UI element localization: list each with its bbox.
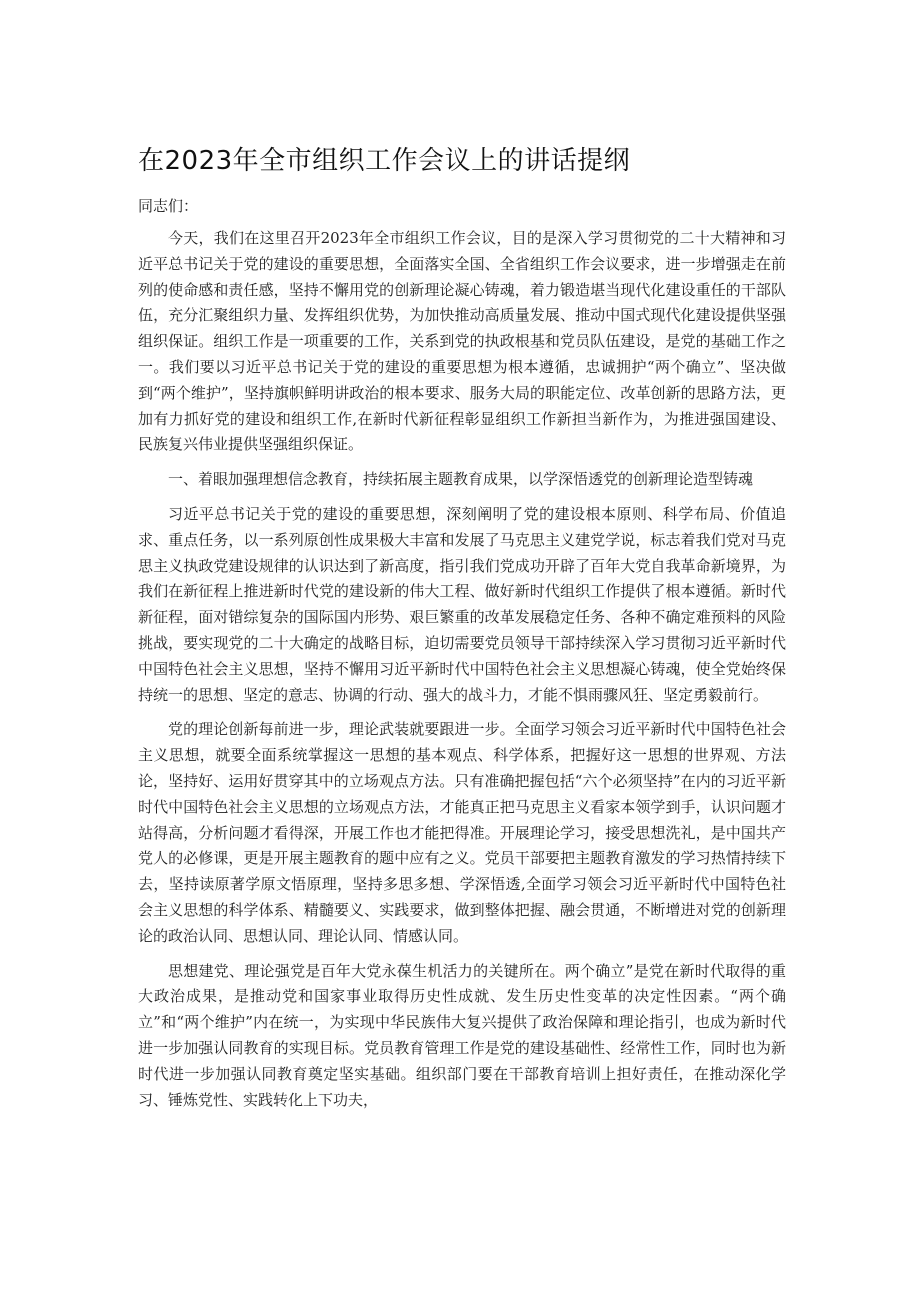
paragraph-theory: 习近平总书记关于党的建设的重要思想，深刻阐明了党的建设根本原则、科学布局、价值追求、重点任务，以一系列原创性成果极大丰富和发展了马克思主义建党学说，标志着我们党对马克思主义执政党建设规律的认识达到了新高度，指引我们党成功开辟了百年大党自我革命新境界，为我们在新征程上推进新时代党的建设新的伟大工程、做好新时代组织工作提供了根本遵循。新时代新征程，面对错综复杂的国际国内形势、艰巨繁重的改革发展稳定任务、各种不确定难预料的风险挑战，要实现党的二十大确定的战略目标，迫切需要党员领导干部持续深入学习贯彻习近平新时代中国特色社会主义思想，坚持不懈用习近平新时代中国特色社会主义思想凝心铸魂，使全党始终保持统一的思想、坚定的意志、协调的行动、强大的战斗力，才能不惧雨骤风狂、坚定勇毅前行。: [138, 504, 786, 704]
salutation: 同志们：: [138, 197, 199, 215]
document-body: [138, 142, 786, 1113]
paragraph-opening: 今天，我们在这里召开2023年全市组织工作会议，目的是深入学习贯彻党的二十大精神和习近平总书记关于党的建设的重要思想，全面落实全国、全省组织工作会议要求，进一步增强走在前列的使命感和责任感，坚持不懈用党的创新理论凝心铸魂，着力锻造堪当现代化建设重任的干部队伍，充分汇聚组织力量、发挥组织优势，为加快推动高质量发展、推动中国式现代化建设提供坚强组织保证。组织工作是一项重要的工作，关系到党的执政根基和党员队伍建设，是党的基础工作之一。我们要以习近平总书记关于党的建设的重要思想为根本遵循，忠诚拥护“两个确立”、坚决做到“两个维护”，坚持旗帜鲜明讲政治的根本要求、服务大局的职能定位、改革创新的思路方法，更加有力抓好党的建设和组织工作,在新时代新征程彰显组织工作新担当新作为，为推进强国建设、民族复兴伟业提供坚强组织保证。: [138, 229, 786, 454]
section-heading-1: 一、着眼加强理想信念教育，持续拓展主题教育成果，以学深悟透党的创新理论造型铸魂: [168, 470, 754, 489]
paragraph-innovation: 党的理论创新每前进一步，理论武装就要跟进一步。全面学习领会习近平新时代中国特色社会主义思想，就要全面系统掌握这一思想的基本观点、科学体系，把握好这一思想的世界观、方法论，坚持好、运用好贯穿其中的立场观点方法。只有准确把握包括“六个必须坚持”在内的习近平新时代中国特色社会主义思想的立场观点方法，才能真正把马克思主义看家本领学到手，认识问题才站得高，分析问题才看得深，开展工作也才能把得准。开展理论学习，接受思想洗礼，是中国共产党人的必修课，更是开展主题教育的题中应有之义。党员干部要把主题教育激发的学习热情持续下去，坚持读原著学原文悟原理，坚持多思多想、学深悟透,全面学习领会习近平新时代中国特色社会主义思想的科学体系、精髓要义、实践要求，做到整体把握、融会贯通，不断增进对党的创新理论的政治认同、思想认同、理论认同、情感认同。: [138, 720, 786, 945]
paragraph-ideology: 思想建党、理论强党是百年大党永葆生机活力的关键所在。两个确立”是党在新时代取得的重大政治成果，是推动党和国家事业取得历史性成就、发生历史性变革的决定性因素。“两个确立”和“两个维护”内在统一，为实现中华民族伟大复兴提供了政治保障和理论指引，也成为新时代进一步加强认同教育的实现目标。党员教育管理工作是党的建设基础性、经常性工作，同时也为新时代进一步加强认同教育奠定坚实基础。组织部门要在干部教育培训上担好责任，在推动深化学习、锤炼党性、实践转化上下功夫，: [138, 961, 786, 1109]
document-title: 在2023年全市组织工作会议上的讲话提纲: [138, 146, 631, 176]
